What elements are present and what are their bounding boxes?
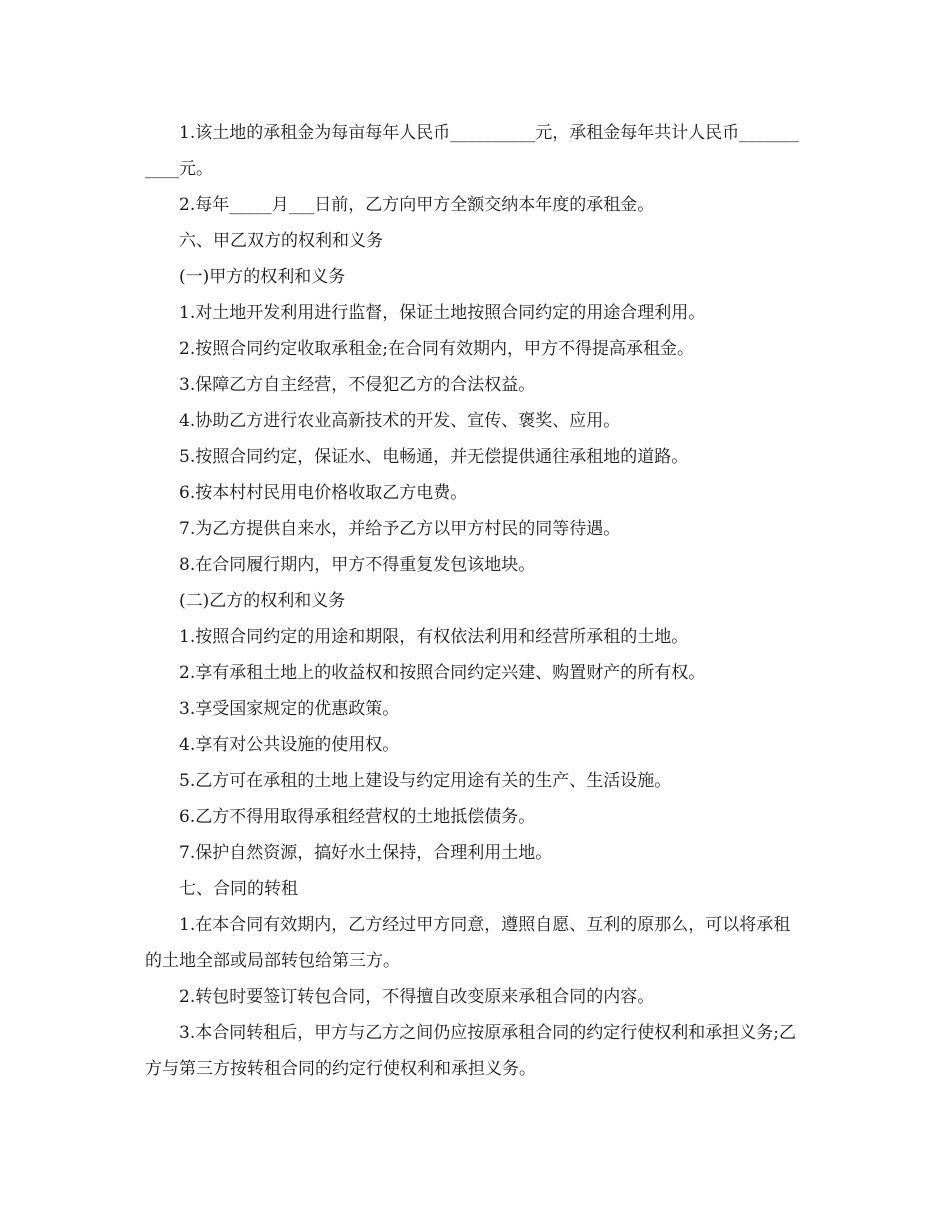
party-b-clause-7: 7.保护自然资源，搞好水土保持，合理利用土地。: [179, 843, 553, 863]
party-a-clause-4: 4.协助乙方进行农业高新技术的开发、宣传、褒奖、应用。: [179, 411, 621, 431]
party-b-clause-3: 3.享受国家规定的优惠政策。: [179, 699, 400, 719]
subsection-heading-party-b: (二)乙方的权利和义务: [179, 591, 346, 611]
sublease-clause-1: 1.在本合同有效期内，乙方经过甲方同意，遵照自愿、互利的原那么，可以将承租的土地全部或局部转包给第三方。: [145, 915, 791, 971]
sublease-clause-2: 2.转包时要签订转包合同，不得擅自改变原来承租合同的内容。: [179, 987, 655, 1007]
party-a-clause-6: 6.按本村村民用电价格收取乙方电费。: [179, 483, 468, 503]
section-heading-rights-obligations: 六、甲乙双方的权利和义务: [179, 231, 383, 251]
party-a-clause-8: 8.在合同履行期内，甲方不得重复发包该地块。: [179, 555, 536, 575]
party-b-clause-1: 1.按照合同约定的用途和期限，有权依法利用和经营所承租的土地。: [179, 627, 689, 647]
party-a-clause-3: 3.保障乙方自主经营，不侵犯乙方的合法权益。: [179, 375, 536, 395]
party-a-clause-1: 1.对土地开发利用进行监督，保证土地按照合同约定的用途合理利用。: [179, 303, 706, 323]
party-b-clause-2: 2.享有承租土地上的收益权和按照合同约定兴建、购置财产的所有权。: [179, 663, 706, 683]
party-a-clause-7: 7.为乙方提供自来水，并给予乙方以甲方村民的同等待遇。: [179, 519, 621, 539]
section-heading-sublease: 七、合同的转租: [179, 879, 298, 899]
subsection-heading-party-a: (一)甲方的权利和义务: [179, 267, 346, 287]
party-b-clause-4: 4.享有对公共设施的使用权。: [179, 735, 400, 755]
document-body: [145, 115, 805, 1087]
party-a-clause-5: 5.按照合同约定，保证水、电畅通，并无偿提供通往承租地的道路。: [179, 447, 689, 467]
party-a-clause-2: 2.按照合同约定收取承租金;在合同有效期内，甲方不得提高承租金。: [179, 339, 694, 359]
rent-payment-date-clause: 2.每年_____月___日前，乙方向甲方全额交纳本年度的承租金。: [179, 195, 655, 215]
sublease-clause-3: 3.本合同转租后，甲方与乙方之间仍应按原承租合同的约定行使权利和承担义务;乙方与第三方按转租合同的约定行使权利和承担义务。: [145, 1023, 796, 1079]
rent-amount-clause: 1.该土地的承租金为每亩每年人民币__________元，承租金每年共计人民币___________元。: [145, 123, 799, 179]
party-b-clause-6: 6.乙方不得用取得承租经营权的土地抵偿债务。: [179, 807, 536, 827]
party-b-clause-5: 5.乙方可在承租的土地上建设与约定用途有关的生产、生活设施。: [179, 771, 672, 791]
